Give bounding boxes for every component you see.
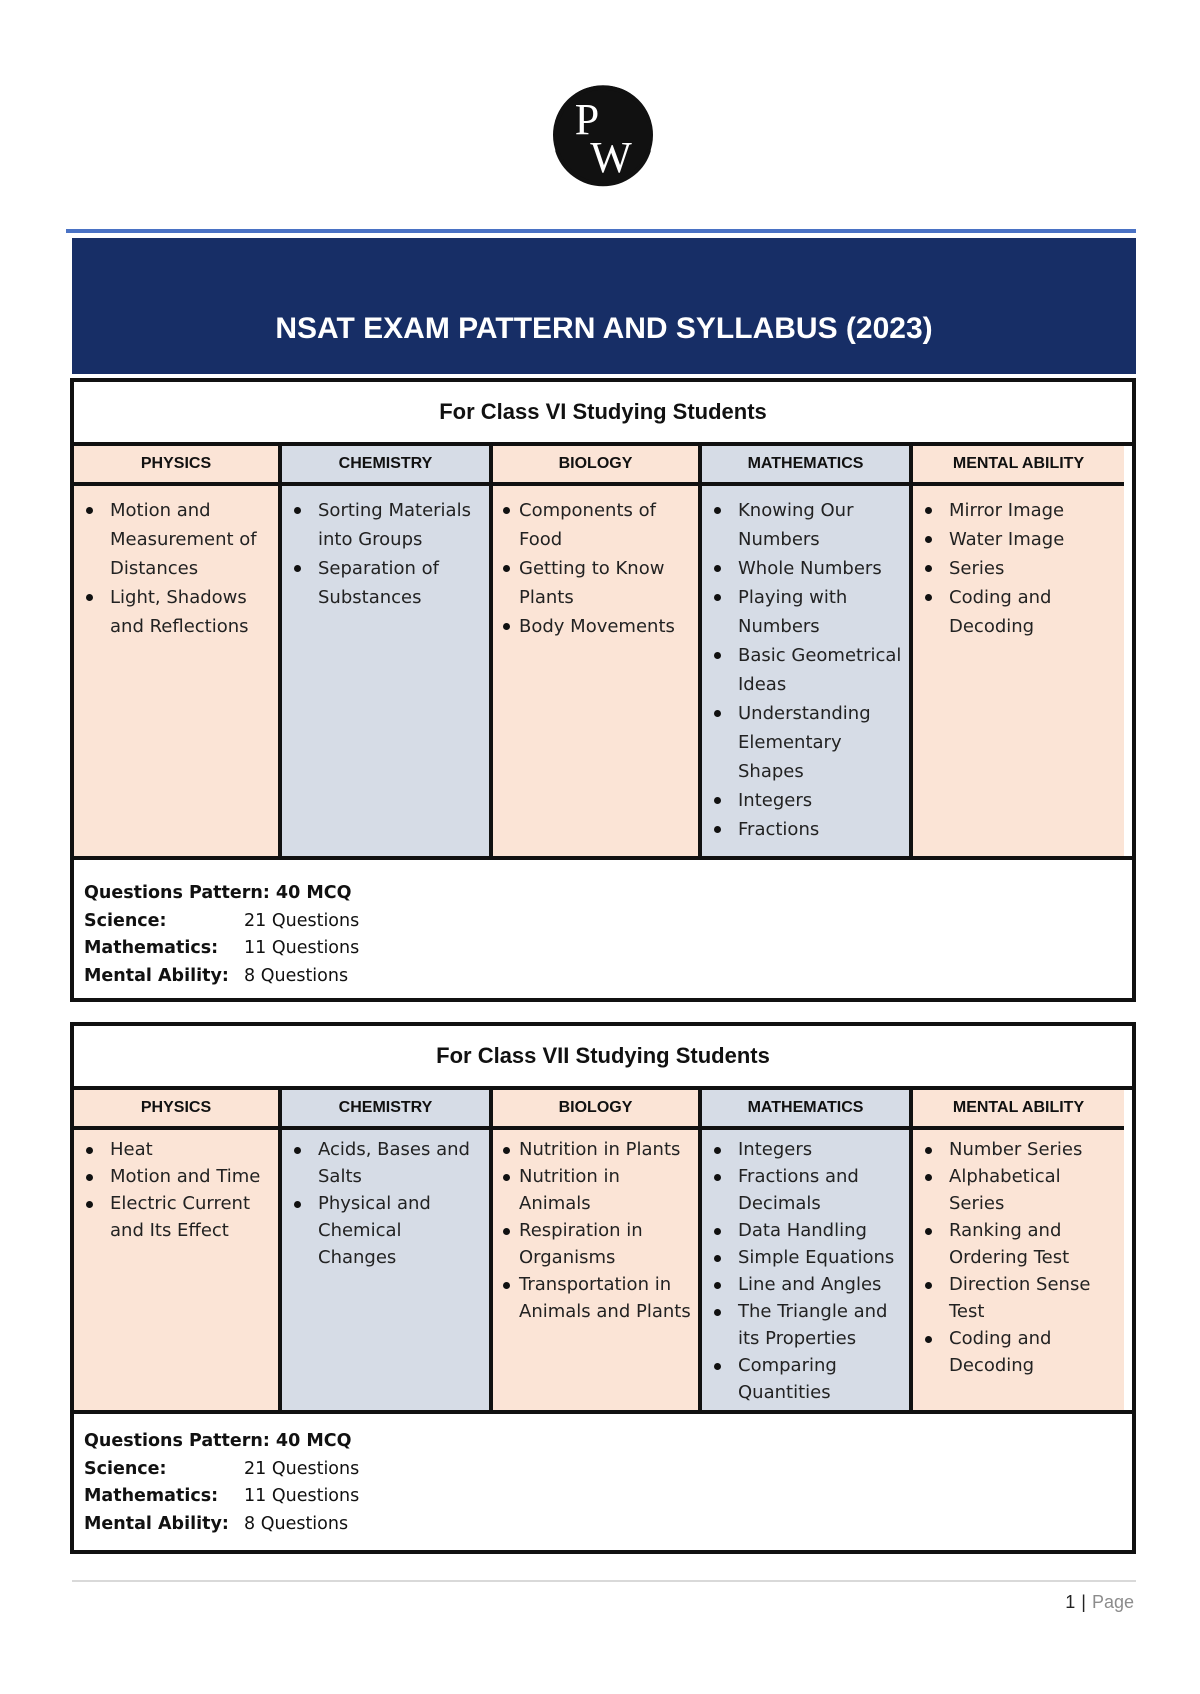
- list-item: Coding and Decoding: [923, 1325, 1120, 1379]
- logo-letter-w: W: [590, 133, 632, 182]
- list-item: Light, Shadows and Reflections: [84, 583, 274, 641]
- questions-pattern: [74, 856, 1132, 990]
- list-item: Data Handling: [712, 1217, 905, 1244]
- list-item: Transportation in Animals and Plants: [503, 1271, 694, 1325]
- list-item: Nutrition in Animals: [503, 1163, 694, 1217]
- pattern-value: 8 Questions: [244, 965, 349, 986]
- pattern-title: Questions Pattern: 40 MCQ: [84, 1431, 352, 1451]
- col-header-biology: BIOLOGY: [493, 1090, 702, 1130]
- col-header-mathematics: MATHEMATICS: [702, 446, 913, 486]
- pattern-label: Mental Ability:: [84, 965, 229, 986]
- col-header-chemistry: CHEMISTRY: [282, 1090, 493, 1130]
- list-item: Separation of Substances: [292, 554, 485, 612]
- col-header-mental-ability: MENTAL ABILITY: [913, 446, 1124, 486]
- list-item: Fractions: [712, 815, 905, 844]
- list-item: Electric Current and Its Effect: [84, 1190, 274, 1244]
- subject-headers: [74, 446, 1132, 486]
- list-item: Motion and Measurement of Distances: [84, 496, 274, 583]
- physics-topics: [74, 1130, 282, 1410]
- class-vii-section: [70, 1022, 1136, 1554]
- pattern-row: [84, 908, 1122, 936]
- list-item: Alphabetical Series: [923, 1163, 1120, 1217]
- list-item: Comparing Quantities: [712, 1352, 905, 1406]
- col-header-chemistry: CHEMISTRY: [282, 446, 493, 486]
- list-item: Series: [923, 554, 1120, 583]
- pattern-label: Mathematics:: [84, 938, 219, 958]
- list-item: Basic Geometrical Ideas: [712, 641, 905, 699]
- page-label: Page: [1091, 1592, 1134, 1612]
- logo-letter-p: P: [574, 95, 600, 144]
- list-item: Physical and Chemical Changes: [292, 1190, 485, 1271]
- pattern-row: [84, 1511, 1122, 1539]
- page-footer: [1065, 1592, 1134, 1613]
- list-item: Components of Food: [503, 496, 694, 554]
- col-header-mental-ability: MENTAL ABILITY: [913, 1090, 1124, 1130]
- list-item: Respiration in Organisms: [503, 1217, 694, 1271]
- subject-topics: [74, 486, 1132, 856]
- pattern-row: [84, 935, 1122, 963]
- top-rule: [66, 229, 1136, 233]
- pattern-value: 21 Questions: [244, 1458, 360, 1479]
- page-title: NSAT EXAM PATTERN AND SYLLABUS (2023): [275, 312, 933, 345]
- pattern-title: Questions Pattern: 40 MCQ: [84, 883, 352, 903]
- col-header-biology: BIOLOGY: [493, 446, 702, 486]
- list-item: Knowing Our Numbers: [712, 496, 905, 554]
- list-item: Number Series: [923, 1136, 1120, 1163]
- list-item: Body Movements: [503, 612, 694, 641]
- subject-topics: [74, 1130, 1132, 1410]
- mental-ability-topics: [913, 486, 1124, 856]
- footer-rule: [72, 1580, 1136, 1582]
- mathematics-topics: [702, 1130, 913, 1410]
- list-item: Playing with Numbers: [712, 583, 905, 641]
- col-header-mathematics: MATHEMATICS: [702, 1090, 913, 1130]
- list-item: Understanding Elementary Shapes: [712, 699, 905, 786]
- list-item: Motion and Time: [84, 1163, 274, 1190]
- list-item: Simple Equations: [712, 1244, 905, 1271]
- class-vi-section: [70, 378, 1136, 1002]
- list-item: Integers: [712, 786, 905, 815]
- pattern-row: [84, 963, 1122, 991]
- mental-ability-topics: [913, 1130, 1124, 1410]
- pattern-row: [84, 1456, 1122, 1484]
- pattern-value: 8 Questions: [244, 1513, 349, 1534]
- list-item: Getting to Know Plants: [503, 554, 694, 612]
- list-item: Line and Angles: [712, 1271, 905, 1298]
- list-item: Whole Numbers: [712, 554, 905, 583]
- pattern-value: 11 Questions: [244, 1486, 360, 1506]
- list-item: Mirror Image: [923, 496, 1120, 525]
- pattern-label: Science:: [84, 1458, 167, 1479]
- chemistry-topics: [282, 486, 493, 856]
- biology-topics: [493, 1130, 702, 1410]
- physics-topics: [74, 486, 282, 856]
- list-item: Fractions and Decimals: [712, 1163, 905, 1217]
- subject-headers: [74, 1090, 1132, 1130]
- mathematics-topics: [702, 486, 913, 856]
- pattern-value: 11 Questions: [244, 938, 360, 958]
- list-item: Coding and Decoding: [923, 583, 1120, 641]
- chemistry-topics: [282, 1130, 493, 1410]
- pw-logo-icon: [543, 72, 663, 198]
- list-item: Nutrition in Plants: [503, 1136, 694, 1163]
- pattern-label: Mental Ability:: [84, 1513, 229, 1534]
- questions-pattern: [74, 1410, 1132, 1538]
- pw-logo: [543, 72, 663, 198]
- biology-topics: [493, 486, 702, 856]
- list-item: Direction Sense Test: [923, 1271, 1120, 1325]
- page-title-banner: [72, 238, 1136, 374]
- list-item: Water Image: [923, 525, 1120, 554]
- pattern-value: 21 Questions: [244, 910, 360, 931]
- footer-separator: |: [1081, 1592, 1086, 1612]
- list-item: Sorting Materials into Groups: [292, 496, 485, 554]
- list-item: Heat: [84, 1136, 274, 1163]
- list-item: Integers: [712, 1136, 905, 1163]
- col-header-physics: PHYSICS: [74, 1090, 282, 1130]
- pattern-label: Science:: [84, 910, 167, 931]
- pattern-row: [84, 1483, 1122, 1511]
- list-item: Acids, Bases and Salts: [292, 1136, 485, 1190]
- list-item: Ranking and Ordering Test: [923, 1217, 1120, 1271]
- pattern-label: Mathematics:: [84, 1486, 219, 1506]
- section-title: For Class VII Studying Students: [74, 1026, 1132, 1090]
- list-item: The Triangle and its Properties: [712, 1298, 905, 1352]
- section-title: For Class VI Studying Students: [74, 382, 1132, 446]
- page-number: 1: [1065, 1592, 1076, 1612]
- col-header-physics: PHYSICS: [74, 446, 282, 486]
